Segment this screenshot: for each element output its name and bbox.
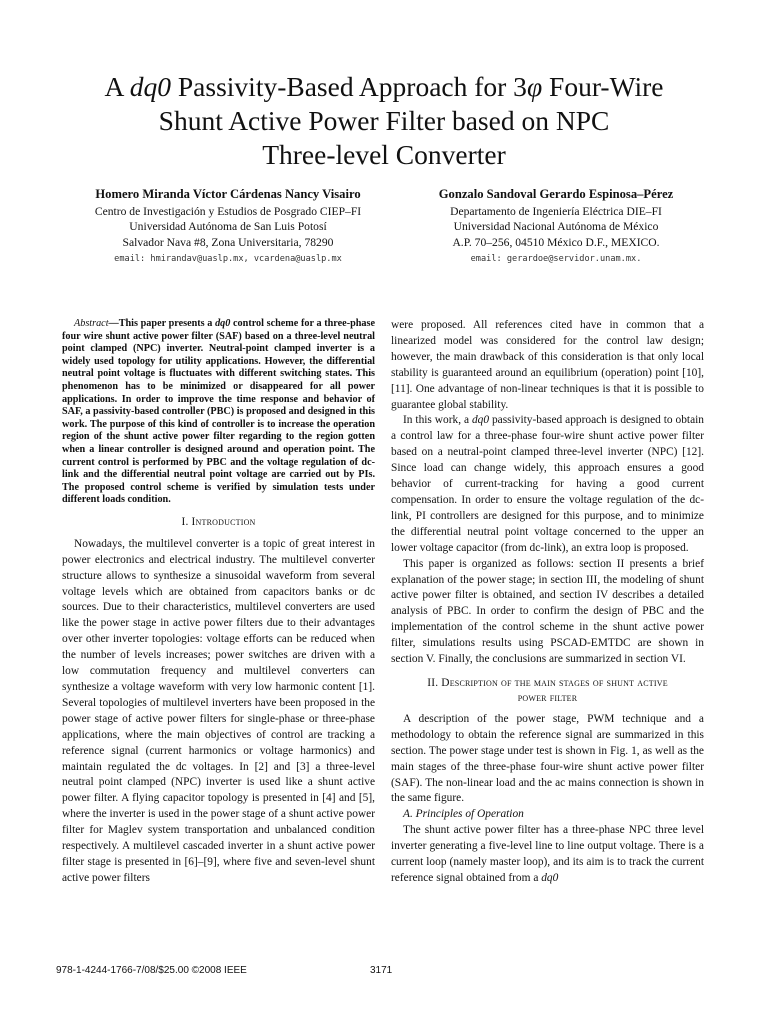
section-heading-line-2: power filter <box>517 691 578 704</box>
principles-paragraph: The shunt active power filter has a three-phase NPC three level inverter generating a five-level line to line output voltage. There is a current loop (namely master loop), and its aim is to track the current reference signal obtained from a dq0 <box>391 824 704 884</box>
intro-paragraph: Nowadays, the multilevel converter is a topic of great interest in power electronics and electrical industry. The multilevel converter structure allows to synthesize a sinusoidal waveform from several voltage levels which are obtained from capacitors banks or dc sources. Due to their characteristics, multilevel converters are used like the power stage in active power filters due to their advantages over other inverter topologies: voltage efforts can be reduced when the number of levels increases; power switches are driven with a low commutation frequency and multilevel converters can synthesize a voltage waveform with very low harmonic content [1]. Several topologies of multilevel inverters have been proposed in the power stage of active power filters for single-phase or three-phase applications, where the main objectives of control are tracking a reference signal (current harmonics or voltage harmonics) and maintain regulated the dc voltages. In [2] and [3] a three-level neutral point clamped (NPC) inverter is used like a shunt active power filter. A flying capacitor topology is presented in [4] and [5], where the inverter is used in the power stage of a shunt active power filter for Maglev system transportation and unbalanced condition respectively. A multilevel cascaded inverter in a shunt active power filter stage is presented in [6]–[9], where five and seven-level shunt active power filters <box>62 537 375 884</box>
copyright-footer: 978-1-4244-1766-7/08/$25.00 ©2008 IEEE <box>56 965 247 976</box>
description-paragraph: A description of the power stage, PWM technique and a methodology to obtain the reference signal are summarized in this section. The power stage under test is shown in Fig. 1, as well as the main stages of the three-phase four-wire shunt active power filter (SAF). The non-linear load and the ac mains connection is shown in the same figure. <box>391 712 704 805</box>
title-line-2: Shunt Active Power Filter based on NPC <box>158 105 610 136</box>
organization-paragraph: This paper is organized as follows: section II presents a brief explanation of the power stage; in section III, the modeling of shunt active power filter is obtained, and section IV describes a detailed analysis of PBC. In order to confirm the design of PBC and the implementation of the control scheme in the shunt active power filter, simulations results using PSCAD-EMTDC are shown in section V. Finally, the conclusions are summarized in section VI. <box>391 557 704 666</box>
this-work-paragraph: In this work, a dq0 passivity-based approach is designed to obtain a control law for a three-phase four-wire shunt active power filter based on a neutral-point clamped three-level inverter (NPC) [12]. Since load can change widely, this approach ensures a good behavior of current-tracking for having a good current compensation. In order to ensure the voltage regulation of the dc-link, PI controllers are designed for this purpose, and to minimize the differential neutral point voltage concerned to the upper an lower voltage capacitor (from dc-link), an extra loop is proposed. <box>391 414 704 554</box>
right-column <box>391 318 704 887</box>
paper-title <box>40 70 728 172</box>
author-block-left <box>60 187 396 268</box>
subsection-heading-principles: A. Principles of Operation <box>403 808 524 821</box>
title-line-1: A dq0 Passivity-Based Approach for 3φ Four-Wire <box>104 71 664 102</box>
section-heading-introduction: I. Introduction <box>181 515 256 528</box>
author-names-left: Homero Miranda Víctor Cárdenas Nancy Visairo <box>95 187 361 201</box>
affiliation-right-2: Universidad Nacional Autónoma de México <box>453 220 659 234</box>
affiliation-left-3: Salvador Nava #8, Zona Universitaria, 78290 <box>122 235 334 249</box>
section-heading-description <box>391 676 704 706</box>
abstract: Abstract—This paper presents a dq0 control scheme for a three-phase four wire shunt active power filter (SAF) based on a three-level neutral point clamped (NPC) inverter. Neutral-point clamped inverter is a widely used topology for utility applications. However, the differential neutral point voltage is fluctuates with different switching states. This phenomenon has to be minimized or disappeared for all power applications. In order to improve the time response and behavior of SAF, a passivity-based controller (PBC) is proposed and designed in this work. The purpose of this kind of controller is to increase the operation region of the shunt active power filter regarding to the region gotten when a linear controller is designed around and operation point. The current control is performed by PBC and the voltage regulation of dc-link and the differential neutral point voltage are carried out by PIs. The proposed control scheme is verified by simulation tests under different loads condition. <box>62 318 375 506</box>
affiliation-left-1: Centro de Investigación y Estudios de Posgrado CIEP–FI <box>94 204 362 218</box>
affiliation-right-1: Departamento de Ingeniería Eléctrica DIE–FI <box>450 204 662 218</box>
affiliation-right-3: A.P. 70–256, 04510 México D.F., MEXICO. <box>452 235 660 249</box>
email-right: email: gerardoe@servidor.unam.mx. <box>470 254 642 265</box>
section-heading-line-1: II. Description of the main stages of shunt active <box>427 676 668 689</box>
author-block-right <box>402 187 710 268</box>
left-column <box>62 318 375 887</box>
email-left: email: hmirandav@uaslp.mx, vcardena@uaslp.mx <box>114 254 342 265</box>
affiliation-left-2: Universidad Autónoma de San Luis Potosí <box>129 220 327 234</box>
title-line-3: Three-level Converter <box>262 139 506 170</box>
continued-paragraph: were proposed. All references cited have in common that a linearized model was considered for the control law design; however, the main drawback of this consideration is that only local stability is guaranteed around an equilibrium (operation) point [10], [11]. One advantage of non-linear techniques is that it is possible to guarantee global stability. <box>391 319 704 411</box>
author-names-right: Gonzalo Sandoval Gerardo Espinosa–Pérez <box>438 187 674 201</box>
page-number: 3171 <box>370 965 393 976</box>
